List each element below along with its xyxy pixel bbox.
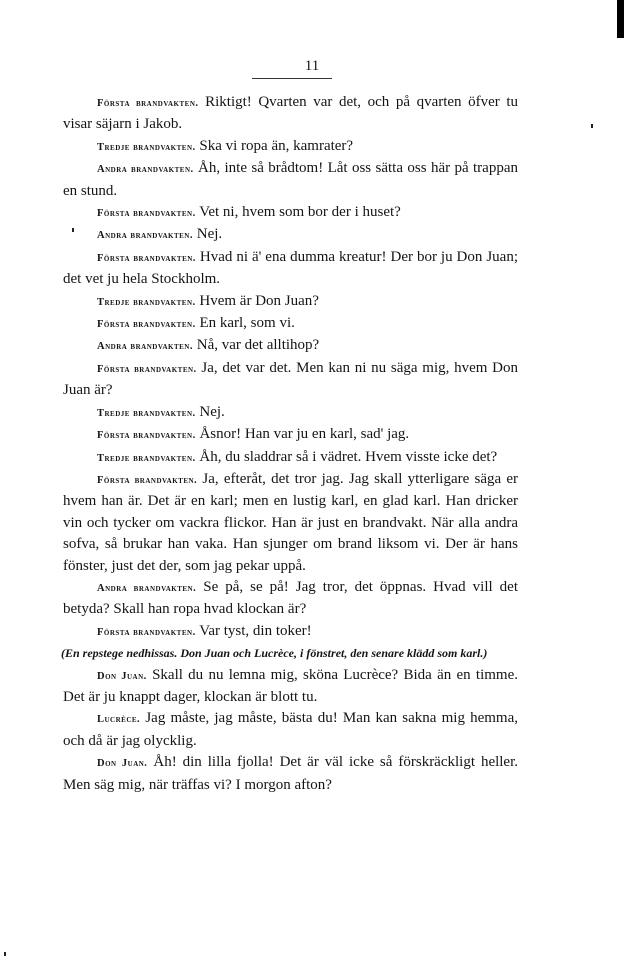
- speaker-name: Första brandvakten.: [97, 98, 199, 109]
- speech-text: Hvad ni ä' ena dumma kreatur! Der bor ju Don Juan; det vet ju hela Stockholm.: [63, 248, 519, 288]
- speech-line: [63, 447, 518, 469]
- speech-line: [63, 358, 518, 402]
- speaker-name: Andra brandvakten.: [97, 582, 197, 594]
- speech-line: [63, 577, 518, 621]
- speech-line: [63, 247, 518, 291]
- page-number: 11: [304, 58, 320, 74]
- speech-line: [63, 424, 518, 446]
- speech-line: [63, 621, 518, 643]
- speaker-name: Tredje brandvakten.: [97, 141, 196, 153]
- speech-line: [63, 291, 518, 313]
- stage-direction: (En repstege nedhissas. Don Juan och Lucrèce, i fönstret, den senare klädd som karl.): [61, 646, 488, 661]
- page-number-rule: [252, 78, 332, 79]
- speech-line: [63, 92, 518, 136]
- speech-text: Nå, var det alltihop?: [196, 337, 320, 354]
- speaker-name: Första brandvakten.: [97, 208, 196, 220]
- speech-text: En karl, som vi.: [199, 315, 295, 332]
- speaker-name: Första brandvakten.: [97, 626, 196, 638]
- speech-line: [63, 708, 518, 752]
- speech-line: [63, 158, 518, 202]
- speech-text: Skall du nu lemna mig, sköna Lucrèce? Bida än en timme. Det är ju knappt dager, klockan är blott tu.: [63, 666, 519, 705]
- speaker-name: Andra brandvakten.: [97, 164, 194, 176]
- speaker-name: Don Juan.: [97, 670, 147, 682]
- speech-text: Nej.: [199, 403, 225, 420]
- speech-line: [63, 402, 518, 424]
- speaker-name: Don Juan.: [97, 758, 148, 770]
- speech-line: [63, 136, 518, 158]
- speech-text: Ja, det var det. Men kan ni nu säga mig, hvem Don Juan är?: [63, 359, 519, 399]
- scan-speck: [591, 124, 593, 128]
- speaker-name: Första brandvakten.: [97, 363, 197, 375]
- speech-text: Åh! din lilla fjolla! Det är väl icke så förskräckligt heller. Men säg mig, när träffas vi? I morgon afton?: [63, 754, 519, 793]
- speech-text: Riktigt! Qvarten var det, och på qvarten öfver tu visar säjarn i Jakob.: [63, 94, 519, 133]
- speaker-name: Tredje brandvakten.: [97, 452, 196, 464]
- scan-edge-mark: [617, 0, 624, 38]
- play-text: [63, 92, 518, 796]
- speech-line: [63, 752, 518, 796]
- speaker-name: Lucrèce.: [97, 714, 141, 726]
- speaker-name: Andra brandvakten.: [97, 230, 193, 242]
- speech-text: Vet ni, hvem som bor der i huset?: [199, 204, 401, 221]
- speaker-name: Första brandvakten.: [97, 474, 198, 486]
- speech-line: [63, 313, 518, 335]
- speaker-name: Tredje brandvakten.: [97, 296, 196, 308]
- speech-line: [63, 469, 518, 577]
- speech-text: Se på, se på! Jag tror, det öppnas. Hvad vill det betyda? Skall han ropa hvad klockan är?: [63, 578, 518, 618]
- speech-line: [63, 335, 518, 357]
- speech-text: Åh, inte så brådtom! Låt oss sätta oss här på trappan en stund.: [63, 160, 518, 199]
- speech-line: [63, 224, 518, 246]
- speech-text: Åsnor! Han var ju en karl, sad' jag.: [199, 426, 410, 443]
- speech-line: [63, 202, 518, 224]
- speech-text: Ska vi ropa än, kamrater?: [199, 137, 354, 154]
- scan-speck: [4, 952, 6, 956]
- speaker-name: Tredje brandvakten.: [97, 407, 196, 419]
- speech-text: Nej.: [196, 226, 223, 243]
- speech-text: Var tyst, din toker!: [199, 622, 312, 639]
- speech-line: [63, 665, 518, 709]
- speaker-name: Första brandvakten.: [97, 252, 196, 264]
- speaker-name: Andra brandvakten.: [97, 341, 193, 353]
- speaker-name: Första brandvakten.: [97, 319, 196, 331]
- speaker-name: Första brandvakten.: [97, 430, 196, 442]
- speech-text: Ja, efteråt, det tror jag. Jag skall ytterligare säga er hvem han är. Det är en karl; men en lustig karl, en glad karl. Han dricker vin och tycker om vackra flickor. Han är just en brandvakt. När alla andra sofva, så brukar han vaka. Han sjunger om brand liksom vi. Der är hans fönster, just det der, som jag pekar uppå.: [63, 470, 519, 574]
- speech-text: Hvem är Don Juan?: [199, 292, 319, 309]
- speech-text: Jag måste, jag måste, bästa du! Man kan sakna mig hemma, och då är jag olycklig.: [63, 710, 519, 749]
- speech-text: Åh, du sladdrar så i vädret. Hvem visste icke det?: [199, 448, 498, 465]
